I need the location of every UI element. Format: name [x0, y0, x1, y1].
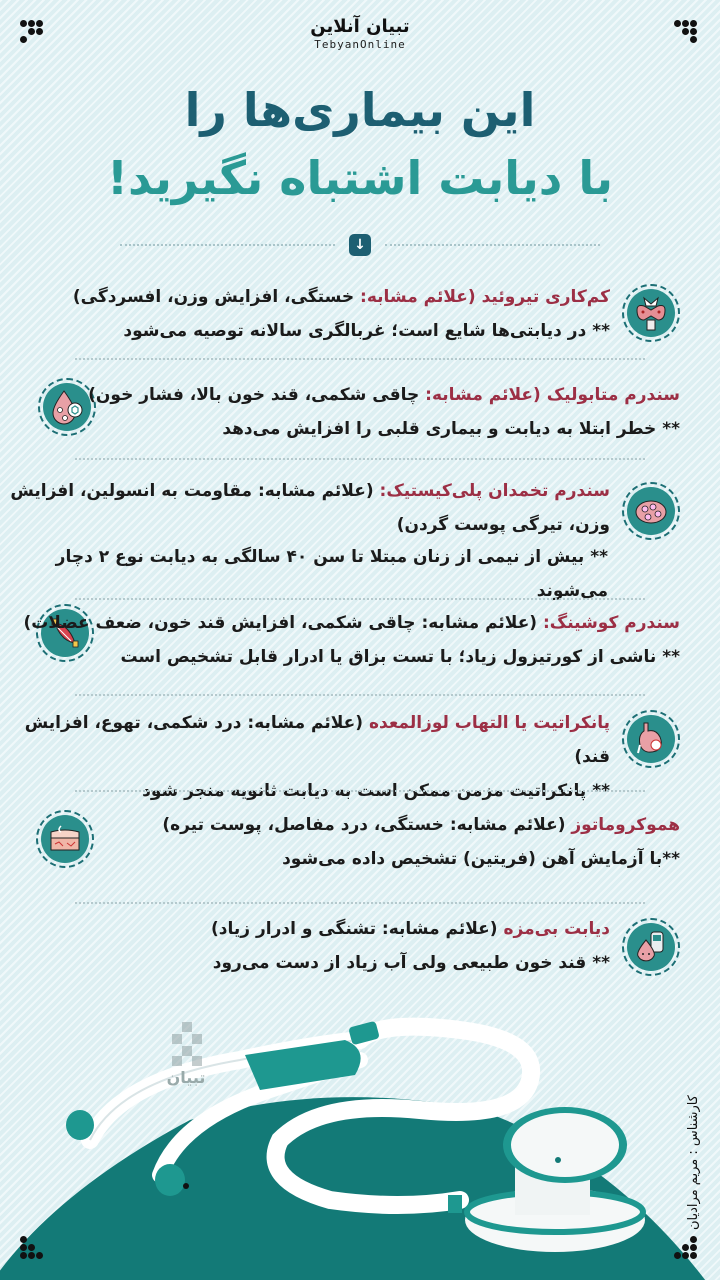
author-credit: کارشناس : مریم مرادیان	[686, 1095, 701, 1230]
symptoms-label: (علائم مشابه:	[252, 481, 380, 501]
disease-heading	[162, 808, 680, 842]
symptoms-text: چاقی شکمی، قند خون بالا، فشار خون)	[88, 385, 420, 405]
disease-name: دیابت بی‌مزه	[503, 919, 610, 939]
watermark-text: تبیان	[166, 1068, 206, 1087]
disease-heading	[23, 606, 680, 640]
dotted-separator	[75, 902, 645, 904]
disease-heading	[73, 280, 610, 314]
dotted-line	[120, 244, 335, 246]
disease-heading	[211, 912, 610, 946]
arrow-down-icon: ↓	[349, 234, 371, 256]
watermark-logo-icon	[158, 1020, 218, 1100]
disease-name: کم‌کاری تیروئید	[481, 287, 610, 307]
glucometer-drop-icon	[622, 918, 680, 976]
disease-name: هموکروماتوز	[571, 815, 680, 835]
disease-name: سندرم متابولیک	[546, 385, 680, 405]
symptoms-text: خستگی، افزایش وزن، افسردگی)	[72, 287, 355, 307]
disease-note: **با آزمایش آهن (فریتین) تشخیص داده می‌شود	[282, 849, 680, 869]
thyroid-icon	[622, 284, 680, 342]
symptoms-label: (علائم مشابه:	[415, 613, 543, 633]
section-divider	[120, 233, 600, 257]
stomach-pancreas-icon	[622, 710, 680, 768]
symptoms-text: تشنگی و ادرار زیاد)	[210, 919, 377, 939]
disease-note: ** ناشی از کورتیزول زیاد؛ با تست بزاق یا ادرار قابل تشخیص است	[120, 647, 680, 667]
disease-name: سندرم کوشینگ:	[543, 613, 680, 633]
symptoms-text: درد شکمی، تهوع، افزایش قند)	[24, 713, 610, 767]
dotted-separator	[75, 598, 645, 600]
stethoscope-illustration	[0, 1000, 720, 1280]
disease-note: ** قند خون طبیعی ولی آب زیاد از دست می‌رود	[212, 953, 610, 973]
disease-note: ** خطر ابتلا به دیابت و بیماری قلبی را افزایش می‌دهد	[222, 419, 680, 439]
corner-dots-decoration	[20, 1236, 46, 1262]
symptoms-label: (علائم مشابه:	[354, 287, 482, 307]
symptoms-text: چاقی شکمی، افزایش قند خون، ضعف عضلات)	[23, 613, 416, 633]
symptoms-label: (علائم مشابه:	[241, 713, 369, 733]
disease-name: سندرم تخمدان پلی‌کیستیک:	[379, 481, 610, 501]
disease-note: ** در دیابتی‌ها شایع است؛ غربالگری سالانه توصیه می‌شود	[123, 321, 610, 341]
page-title-line-2: با دیابت اشتباه نگیرید!	[107, 151, 613, 205]
symptoms-text: مقاومت به انسولین، افزایش	[10, 481, 253, 501]
symptoms-label: (علائم مشابه:	[419, 385, 547, 405]
brand-name-fa: تبیان آنلاین	[310, 16, 410, 37]
symptoms-label: (علائم مشابه:	[443, 815, 572, 835]
corner-dots-decoration	[674, 1236, 700, 1262]
disease-note: ** بیش از نیمی از زنان مبتلا تا سن ۴۰ سالگی به دیابت نوع ۲ دچار می‌شوند	[55, 547, 608, 601]
disease-heading	[88, 378, 680, 412]
disease-name: پانکراتیت یا التهاب لوزالمعده	[368, 713, 610, 733]
ovary-cyst-icon	[622, 482, 680, 540]
disease-heading	[10, 474, 610, 508]
symptoms-text: خستگی، درد مفاصل، پوست تیره)	[162, 815, 444, 835]
skin-layers-icon	[36, 810, 94, 868]
disease-heading	[0, 706, 610, 774]
dotted-separator	[75, 790, 645, 792]
symptoms-label: (علائم مشابه:	[376, 919, 504, 939]
page-title-line-1: این بیماری‌ها را	[184, 83, 536, 137]
brand-name-en: TebyanOnline	[314, 38, 406, 51]
dotted-line	[385, 244, 600, 246]
dotted-separator	[75, 694, 645, 696]
dotted-separator	[75, 358, 645, 360]
symptoms-text-continued: وزن، تیرگی پوست گردن)	[396, 515, 610, 535]
brand-logo	[0, 16, 720, 52]
dotted-separator	[75, 458, 645, 460]
disease-note: ** پانکراتیت مزمن ممکن است به دیابت ثانویه منجر شود	[142, 781, 610, 801]
